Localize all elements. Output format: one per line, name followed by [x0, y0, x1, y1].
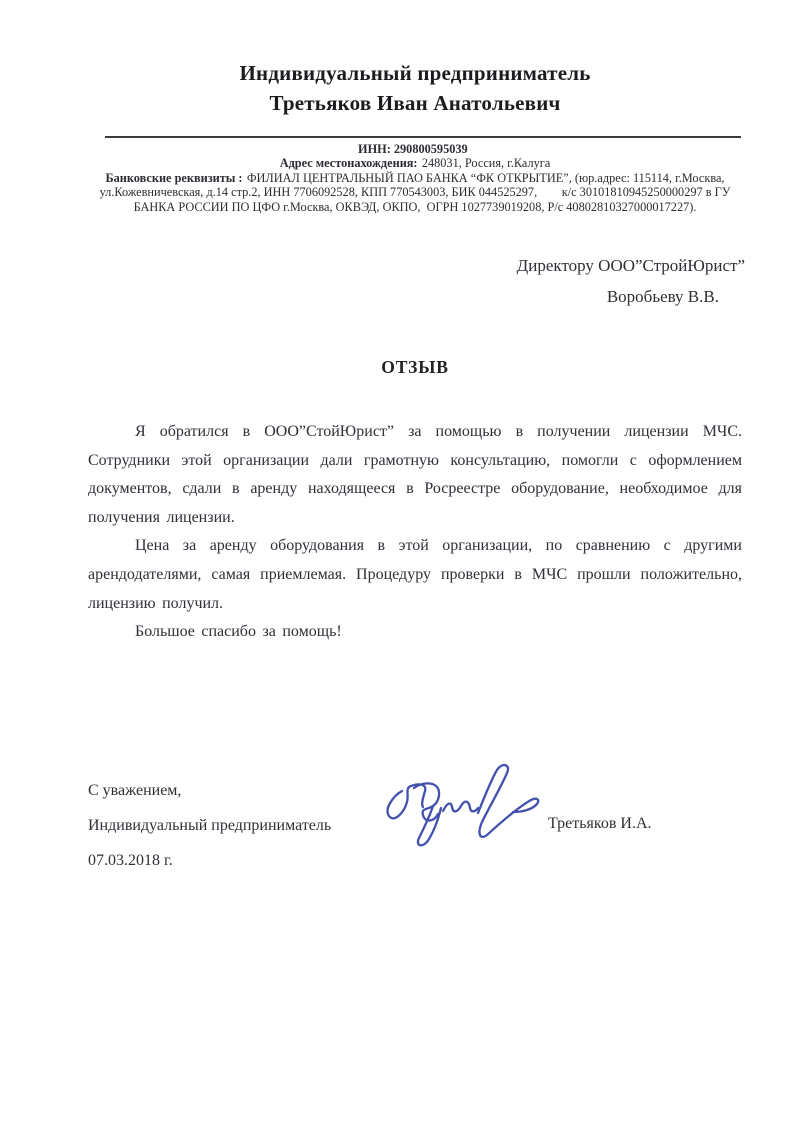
address-line [80, 156, 750, 170]
letterhead-divider [105, 136, 741, 138]
company-requisites [80, 142, 750, 214]
addressee-name: Воробьеву В.В. [606, 287, 719, 306]
signer-role: Индивидуальный предприниматель [88, 817, 332, 834]
body-paragraph-1: Я обратился в ООО”СтойЮрист” за помощью в получении лицензии МЧС. Сотрудники этой организации дали грамотную консультацию, помогли с оформлением документов, сдали в аренду находящееся в Росреестре оборудование, необходимое для получения лицензии. [88, 423, 742, 526]
handwritten-signature-icon [380, 760, 548, 854]
signer-name: Третьяков И.А. [548, 815, 652, 832]
entrepreneur-type: Индивидуальный предприниматель [239, 61, 591, 85]
document-title: ОТЗЫВ [381, 357, 449, 377]
inn-line: ИНН: 290800595039 [358, 142, 468, 156]
bank-line-1 [80, 171, 750, 185]
address-label: Адрес местонахождения: [279, 156, 418, 171]
bank-line-3: БАНКА РОССИИ ПО ЦФО г.Москва, ОКВЭД, ОКПО, ОГРН 1027739019208, Р/с 40802810327000017227). [133, 199, 697, 214]
closing-line: С уважением, [88, 782, 182, 799]
bank-label: Банковские реквизиты : [105, 170, 243, 185]
letter-date: 07.03.2018 г. [88, 852, 173, 869]
bank-value-1: ФИЛИАЛ ЦЕНТРАЛЬНЫЙ ПАО БАНКА “ФК ОТКРЫТИЕ”, (юр.адрес: 115114, г.Москва, [246, 170, 725, 185]
letter-body [88, 418, 742, 647]
addressee-block [85, 250, 745, 312]
address-value: 248031, Россия, г.Калуга [421, 156, 551, 171]
body-paragraph-2: Цена за аренду оборудования в этой организации, по сравнению с другими арендодателями, самая приемлемая. Процедуру проверки в МЧС прошли положительно, лицензию получил. [88, 537, 742, 612]
addressee-title: Директору ООО”СтройЮрист” [516, 256, 745, 275]
signature-strokes [388, 765, 539, 845]
letterhead-title [85, 58, 745, 118]
entrepreneur-name: Третьяков Иван Анатольевич [269, 91, 561, 115]
body-paragraph-3: Большое спасибо за помощь! [135, 623, 342, 641]
bank-line-2: ул.Кожевничевская, д.14 стр.2, ИНН 7706092528, КПП 770543003, БИК 044525297, к/с 30101810945250000297 в ГУ [99, 185, 731, 200]
